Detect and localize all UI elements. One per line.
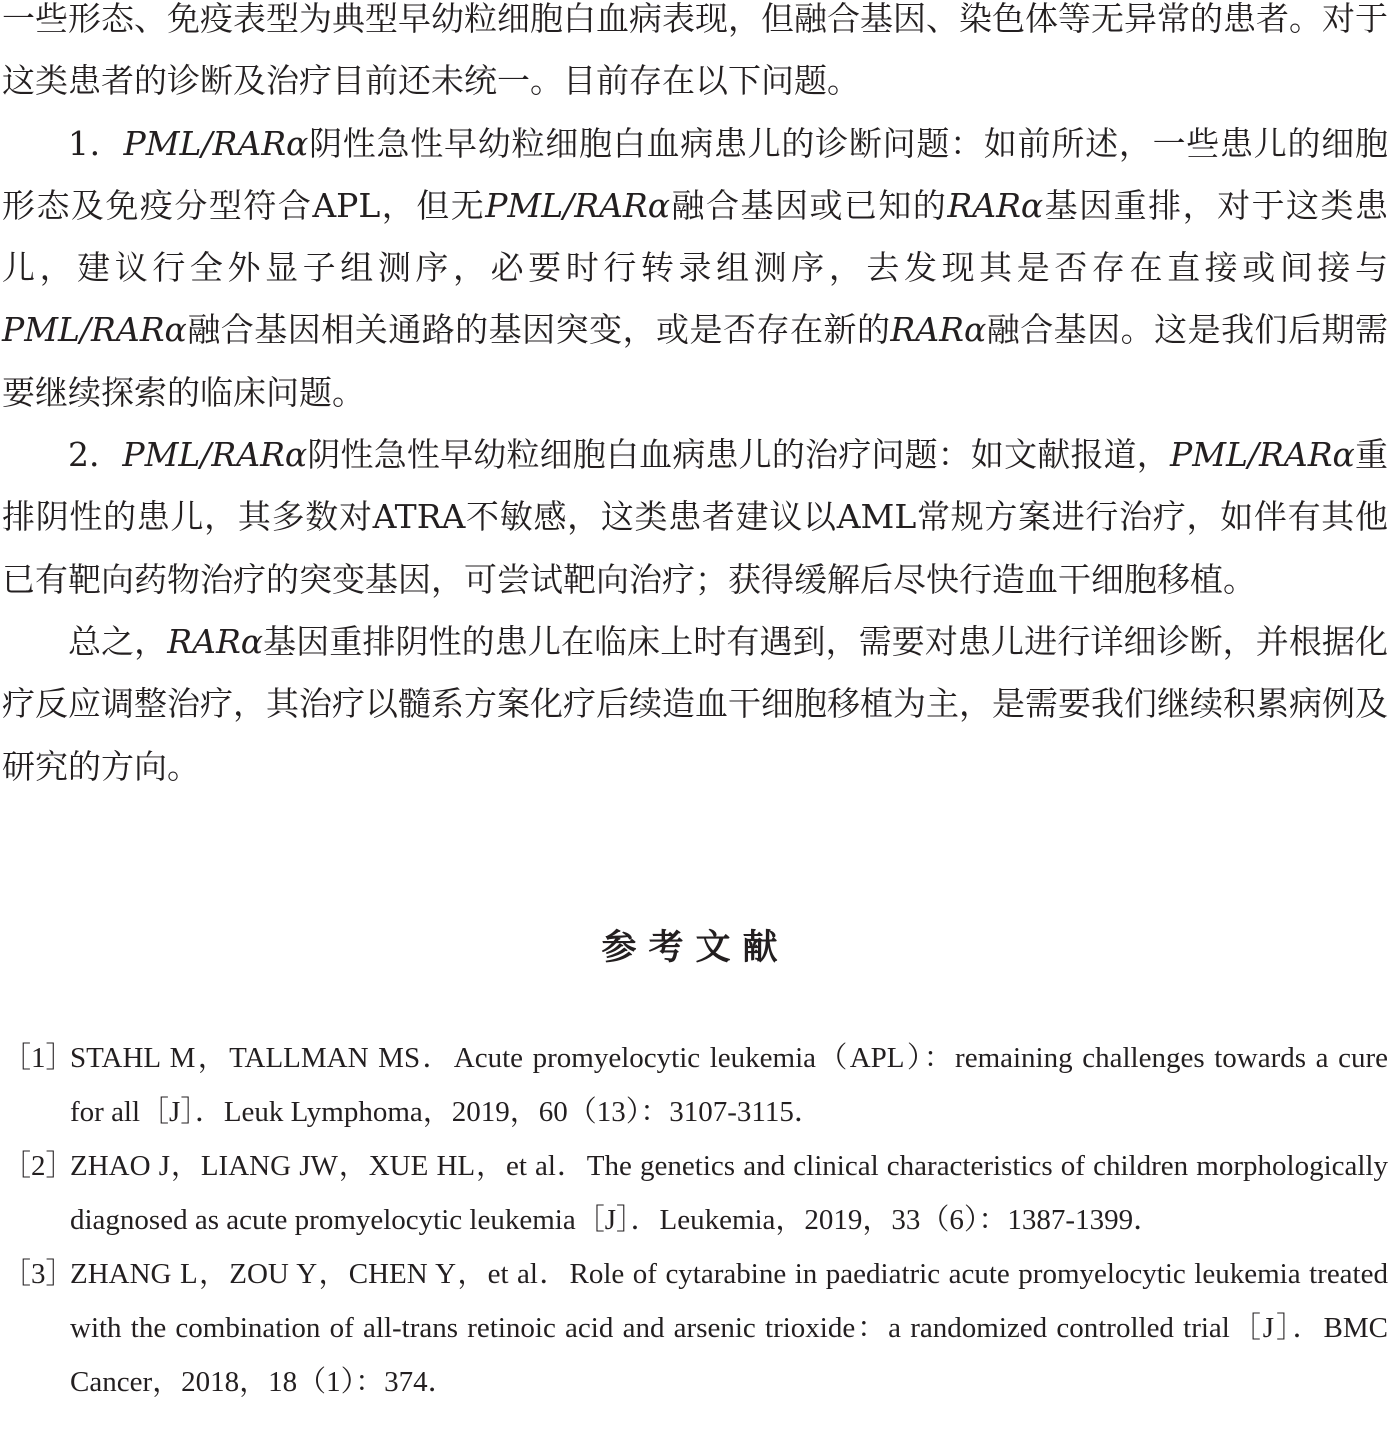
reference-text: ZHAO J，LIANG JW，XUE HL，et al．The genetics and clinical characteristics of children morphologically diagnosed as acute promyelocytic leukemia［J］．Leukemia，2019，33（6）：1387-1399． bbox=[70, 1150, 1388, 1236]
text-run: 总之， bbox=[68, 621, 168, 661]
body-text bbox=[2, 0, 1388, 798]
gene-term: RARα bbox=[947, 185, 1044, 225]
text-run: 2． bbox=[68, 435, 123, 475]
reference-text: STAHL M，TALLMAN MS．Acute promyelocytic leukemia（APL）：remaining challenges towards a cure for all［J］．Leuk Lymphoma，2019，60（13）：3107-3115． bbox=[70, 1042, 1388, 1128]
gene-term: RARα bbox=[890, 310, 987, 350]
gene-term: PML/RARα bbox=[1169, 435, 1355, 475]
text-run: 基因重排阴性的患儿在临床上时有遇到，需要对患儿进行详细诊断，并根据化疗反应调整治疗，其治疗以髓系方案化疗后续造血干细胞移植为主，是需要我们继续积累病例及研究的方向。 bbox=[2, 621, 1389, 786]
text-run: 一些形态、免疫表型为典型早幼粒细胞白血病表现，但融合基因、染色体等无异常的患者。对于这类患者的诊断及治疗目前还未统一。目前存在以下问题。 bbox=[2, 0, 1388, 101]
gene-term: PML/RARα bbox=[2, 310, 187, 350]
text-run: 重排阴性的患儿，其多数对ATRA不敏感，这类患者建议以AML常规方案进行治疗，如伴有其他已有靶向药物治疗的突变基因，可尝试靶向治疗；获得缓解后尽快行造血干细胞移植。 bbox=[2, 435, 1389, 599]
references-heading: 参考文献 bbox=[601, 928, 790, 968]
reference-item bbox=[2, 1139, 1388, 1247]
gene-term: RARα bbox=[167, 621, 264, 661]
text-run: 阴性急性早幼粒细胞白血病患儿的治疗问题：如文献报道， bbox=[307, 435, 1170, 475]
gene-term: PML/RARα bbox=[123, 123, 309, 163]
reference-text: ZHANG L，ZOU Y，CHEN Y，et al．Role of cytarabine in paediatric acute promyelocytic leukemia treated with the combination of all-trans retinoic acid and arsenic trioxide：a randomized controlled trial［J］．BMC Cancer，2018，18（1）：374． bbox=[70, 1258, 1388, 1398]
reference-number: ［1］ bbox=[2, 1042, 75, 1074]
reference-item bbox=[2, 1247, 1388, 1409]
reference-number: ［3］ bbox=[2, 1258, 75, 1290]
text-run: 融合基因相关通路的基因突变，或是否存在新的 bbox=[186, 310, 891, 350]
text-run: 融合基因或已知的 bbox=[670, 185, 948, 225]
text-run: 基因重排，对于这类患儿，建议行全外显子组测序，必要时行转录组测序，去发现其是否存在直接或间接与 bbox=[2, 185, 1389, 288]
paragraph bbox=[2, 424, 1388, 611]
gene-term: PML/RARα bbox=[122, 435, 308, 475]
text-run: 阴性急性早幼粒细胞白血病患儿的诊断问题：如前所述，一些患儿的细胞形态及免疫分型符合APL，但无 bbox=[2, 123, 1389, 225]
paragraph bbox=[2, 113, 1388, 424]
text-run: 1． bbox=[68, 123, 124, 163]
text-run: 融合基因。这是我们后期需要继续探索的临床问题。 bbox=[2, 310, 1389, 412]
reference-item bbox=[2, 1031, 1388, 1139]
paragraph bbox=[2, 0, 1388, 113]
reference-list bbox=[2, 1031, 1388, 1409]
paragraph bbox=[2, 611, 1388, 798]
gene-term: PML/RARα bbox=[485, 185, 671, 225]
reference-number: ［2］ bbox=[2, 1150, 75, 1182]
